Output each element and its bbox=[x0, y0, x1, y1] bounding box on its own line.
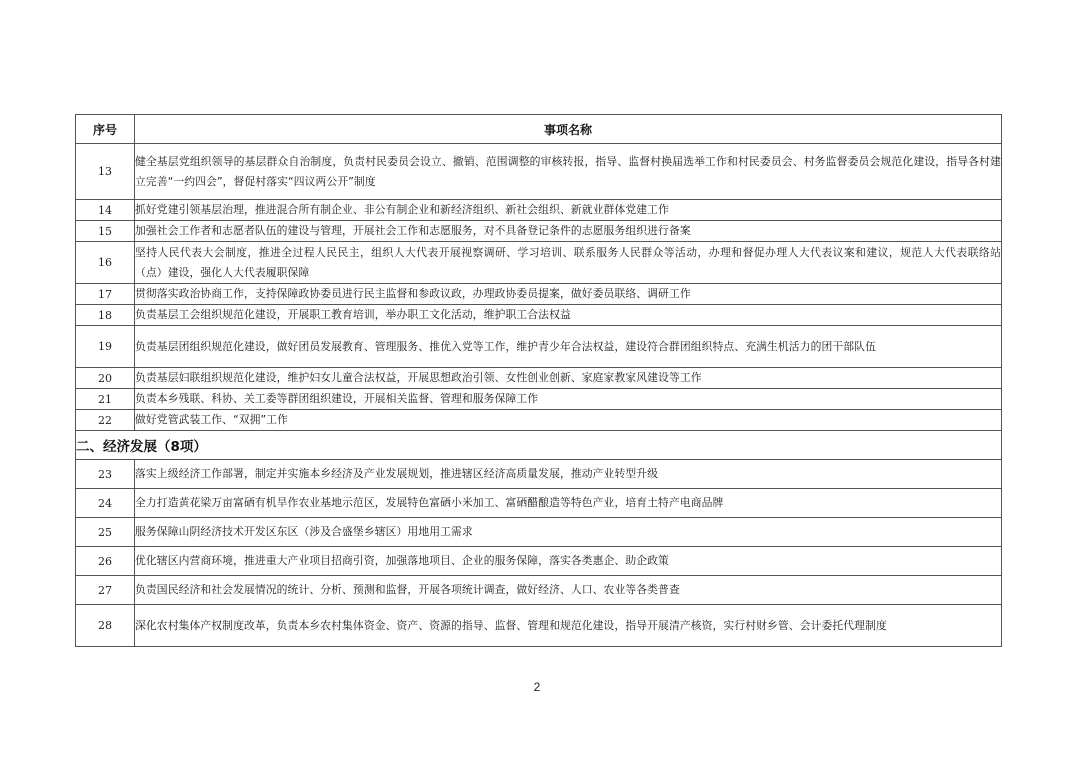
table-row bbox=[76, 547, 1002, 576]
row-text: 负责国民经济和社会发展情况的统计、分析、预测和监督，开展各项统计调查，做好经济、人口、农业等各类普查 bbox=[135, 576, 1002, 605]
row-text: 贯彻落实政治协商工作，支持保障政协委员进行民主监督和参政议政，办理政协委员提案，做好委员联络、调研工作 bbox=[135, 284, 1002, 305]
row-text: 负责基层妇联组织规范化建设，维护妇女儿童合法权益，开展思想政治引领、女性创业创新、家庭家教家风建设等工作 bbox=[135, 368, 1002, 389]
row-text: 深化农村集体产权制度改革，负责本乡农村集体资金、资产、资源的指导、监督、管理和规范化建设，指导开展清产核资，实行村财乡管、会计委托代理制度 bbox=[135, 605, 1002, 647]
row-number: 28 bbox=[76, 605, 135, 647]
table-row bbox=[76, 305, 1002, 326]
row-text: 负责本乡残联、科协、关工委等群团组织建设，开展相关监督、管理和服务保障工作 bbox=[135, 389, 1002, 410]
row-number: 21 bbox=[76, 389, 135, 410]
table-row bbox=[76, 368, 1002, 389]
table-row bbox=[76, 489, 1002, 518]
row-number: 17 bbox=[76, 284, 135, 305]
table-row bbox=[76, 389, 1002, 410]
header-number: 序号 bbox=[76, 115, 135, 144]
row-number: 13 bbox=[76, 144, 135, 200]
table-row bbox=[76, 242, 1002, 284]
row-text: 服务保障山阴经济技术开发区东区（涉及合盛堡乡辖区）用地用工需求 bbox=[135, 518, 1002, 547]
row-number: 27 bbox=[76, 576, 135, 605]
row-text: 抓好党建引领基层治理，推进混合所有制企业、非公有制企业和新经济组织、新社会组织、新就业群体党建工作 bbox=[135, 200, 1002, 221]
section-heading-row bbox=[76, 431, 1002, 460]
row-number: 20 bbox=[76, 368, 135, 389]
row-text: 健全基层党组织领导的基层群众自治制度，负责村民委员会设立、撤销、范围调整的审核转报，指导、监督村换届选举工作和村民委员会、村务监督委员会规范化建设，指导各村建立完善“一约四会”，督促村落实“四议两公开”制度 bbox=[135, 144, 1002, 200]
table-row bbox=[76, 221, 1002, 242]
row-text: 加强社会工作者和志愿者队伍的建设与管理，开展社会工作和志愿服务，对不具备登记条件的志愿服务组织进行备案 bbox=[135, 221, 1002, 242]
row-text: 负责基层团组织规范化建设，做好团员发展教育、管理服务、推优入党等工作，维护青少年合法权益，建设符合群团组织特点、充满生机活力的团干部队伍 bbox=[135, 326, 1002, 368]
section-heading: 二、经济发展（8项） bbox=[76, 431, 1002, 460]
row-text: 落实上级经济工作部署，制定并实施本乡经济及产业发展规划，推进辖区经济高质量发展，推动产业转型升级 bbox=[135, 460, 1002, 489]
row-text: 负责基层工会组织规范化建设，开展职工教育培训，举办职工文化活动，维护职工合法权益 bbox=[135, 305, 1002, 326]
table-row bbox=[76, 144, 1002, 200]
table-row bbox=[76, 326, 1002, 368]
row-number: 15 bbox=[76, 221, 135, 242]
table-row bbox=[76, 576, 1002, 605]
header-item-name: 事项名称 bbox=[135, 115, 1002, 144]
row-number: 14 bbox=[76, 200, 135, 221]
page-number: 2 bbox=[533, 680, 541, 694]
row-number: 25 bbox=[76, 518, 135, 547]
row-text: 做好党管武装工作、“双拥”工作 bbox=[135, 410, 1002, 431]
table-row bbox=[76, 518, 1002, 547]
row-number: 26 bbox=[76, 547, 135, 576]
row-text: 优化辖区内营商环境，推进重大产业项目招商引资，加强落地项目、企业的服务保障，落实各类惠企、助企政策 bbox=[135, 547, 1002, 576]
row-number: 18 bbox=[76, 305, 135, 326]
row-number: 24 bbox=[76, 489, 135, 518]
row-text: 坚持人民代表大会制度，推进全过程人民民主，组织人大代表开展视察调研、学习培训、联系服务人民群众等活动，办理和督促办理人大代表议案和建议，规范人大代表联络站（点）建设，强化人大代表履职保障 bbox=[135, 242, 1002, 284]
table-row bbox=[76, 460, 1002, 489]
table-row bbox=[76, 284, 1002, 305]
row-number: 19 bbox=[76, 326, 135, 368]
table-row bbox=[76, 200, 1002, 221]
row-number: 22 bbox=[76, 410, 135, 431]
row-text: 全力打造黄花梁万亩富硒有机旱作农业基地示范区，发展特色富硒小米加工、富硒醋酿造等特色产业，培育土特产电商品牌 bbox=[135, 489, 1002, 518]
table-row bbox=[76, 605, 1002, 647]
table-row bbox=[76, 410, 1002, 431]
row-number: 16 bbox=[76, 242, 135, 284]
matters-table bbox=[75, 114, 1002, 647]
table-header-row bbox=[76, 115, 1002, 144]
row-number: 23 bbox=[76, 460, 135, 489]
